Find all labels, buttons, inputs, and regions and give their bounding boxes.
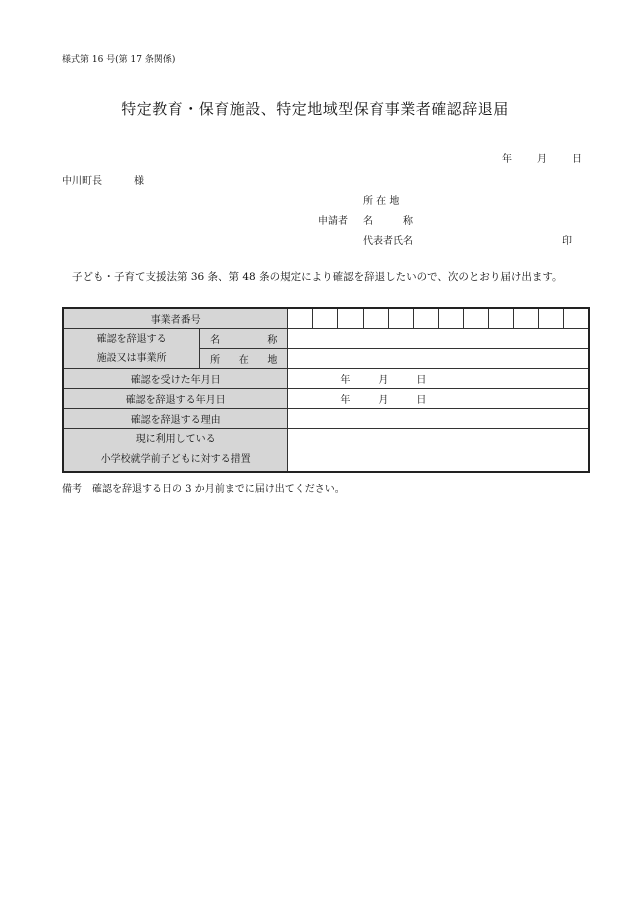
business-number-digit[interactable]: [438, 308, 463, 329]
applicant-address-label: 所 在 地: [363, 196, 400, 207]
withdraw-month-unit: 月: [378, 395, 389, 406]
withdrawal-form-table: [62, 307, 590, 473]
facility-label-line1: 確認を辞退する: [96, 333, 167, 345]
business-number-digit[interactable]: [363, 308, 388, 329]
body-paragraph: 子ども・子育て支援法第 36 条、第 48 条の規定により確認を辞退したいので、次のとおり届け出ます。: [72, 271, 563, 283]
addressee-name: 中川町長: [62, 176, 102, 187]
applicant-rep-label: 代表者氏名: [363, 236, 413, 247]
table-row: [63, 329, 589, 349]
date-month-label: 月: [537, 154, 547, 165]
business-number-digit[interactable]: [538, 308, 563, 329]
table-row: [63, 308, 589, 329]
remark-note: 備考 確認を辞退する日の 3 か月前までに届け出てください。: [62, 484, 345, 495]
business-number-digit[interactable]: [388, 308, 413, 329]
received-year-unit: 年: [340, 375, 351, 386]
withdraw-year-unit: 年: [340, 395, 351, 406]
business-number-digit[interactable]: [413, 308, 438, 329]
withdraw-day-unit: 日: [416, 395, 427, 406]
facility-address-label-b: 在: [238, 355, 249, 366]
facility-address-label-c: 地: [267, 355, 278, 366]
received-month-unit: 月: [378, 375, 389, 386]
withdraw-date-field[interactable]: [288, 389, 589, 409]
facility-name-label: [200, 329, 288, 349]
table-row: [63, 409, 589, 429]
seal-mark: 印: [562, 236, 572, 247]
facility-name-field[interactable]: [288, 329, 589, 349]
addressee: [62, 172, 144, 187]
business-number-digit[interactable]: [338, 308, 363, 329]
measures-label-line2: 小学校就学前子どもに対する措置: [100, 454, 251, 465]
measures-label-line1: 現に利用している: [135, 434, 216, 445]
date-year-label: 年: [502, 154, 512, 165]
facility-label: [63, 329, 200, 369]
facility-address-label: [200, 349, 288, 369]
facility-address-field[interactable]: [288, 349, 589, 369]
reason-field[interactable]: [288, 409, 589, 429]
facility-name-label-b: 称: [267, 335, 278, 346]
table-row: [63, 369, 589, 389]
facility-label-line2: 施設又は事業所: [96, 352, 167, 364]
applicant-label: 申請者: [318, 216, 348, 227]
table-row: [63, 389, 589, 409]
measures-field[interactable]: [288, 429, 589, 473]
facility-name-label-a: 名: [210, 335, 221, 346]
received-day-unit: 日: [416, 375, 427, 386]
applicant-name-label: 名 称: [363, 216, 413, 227]
business-number-digit[interactable]: [463, 308, 488, 329]
measures-label: [63, 429, 288, 473]
business-number-digit[interactable]: [488, 308, 513, 329]
reason-label: 確認を辞退する理由: [63, 409, 288, 429]
received-date-label: 確認を受けた年月日: [63, 369, 288, 389]
date-day-label: 日: [572, 154, 582, 165]
business-number-digit[interactable]: [513, 308, 538, 329]
received-date-field[interactable]: [288, 369, 589, 389]
business-number-digit[interactable]: [288, 308, 313, 329]
page-title: 特定教育・保育施設、特定地域型保育事業者確認辞退届: [121, 100, 509, 118]
addressee-honorific: 様: [134, 176, 144, 187]
business-number-digit[interactable]: [313, 308, 338, 329]
facility-address-label-a: 所: [210, 355, 221, 366]
business-number-label: 事業者番号: [63, 308, 288, 329]
business-number-digit[interactable]: [563, 308, 589, 329]
table-row: [63, 429, 589, 473]
withdraw-date-label: 確認を辞退する年月日: [63, 389, 288, 409]
form-number: 様式第 16 号(第 17 条関係): [62, 55, 176, 65]
